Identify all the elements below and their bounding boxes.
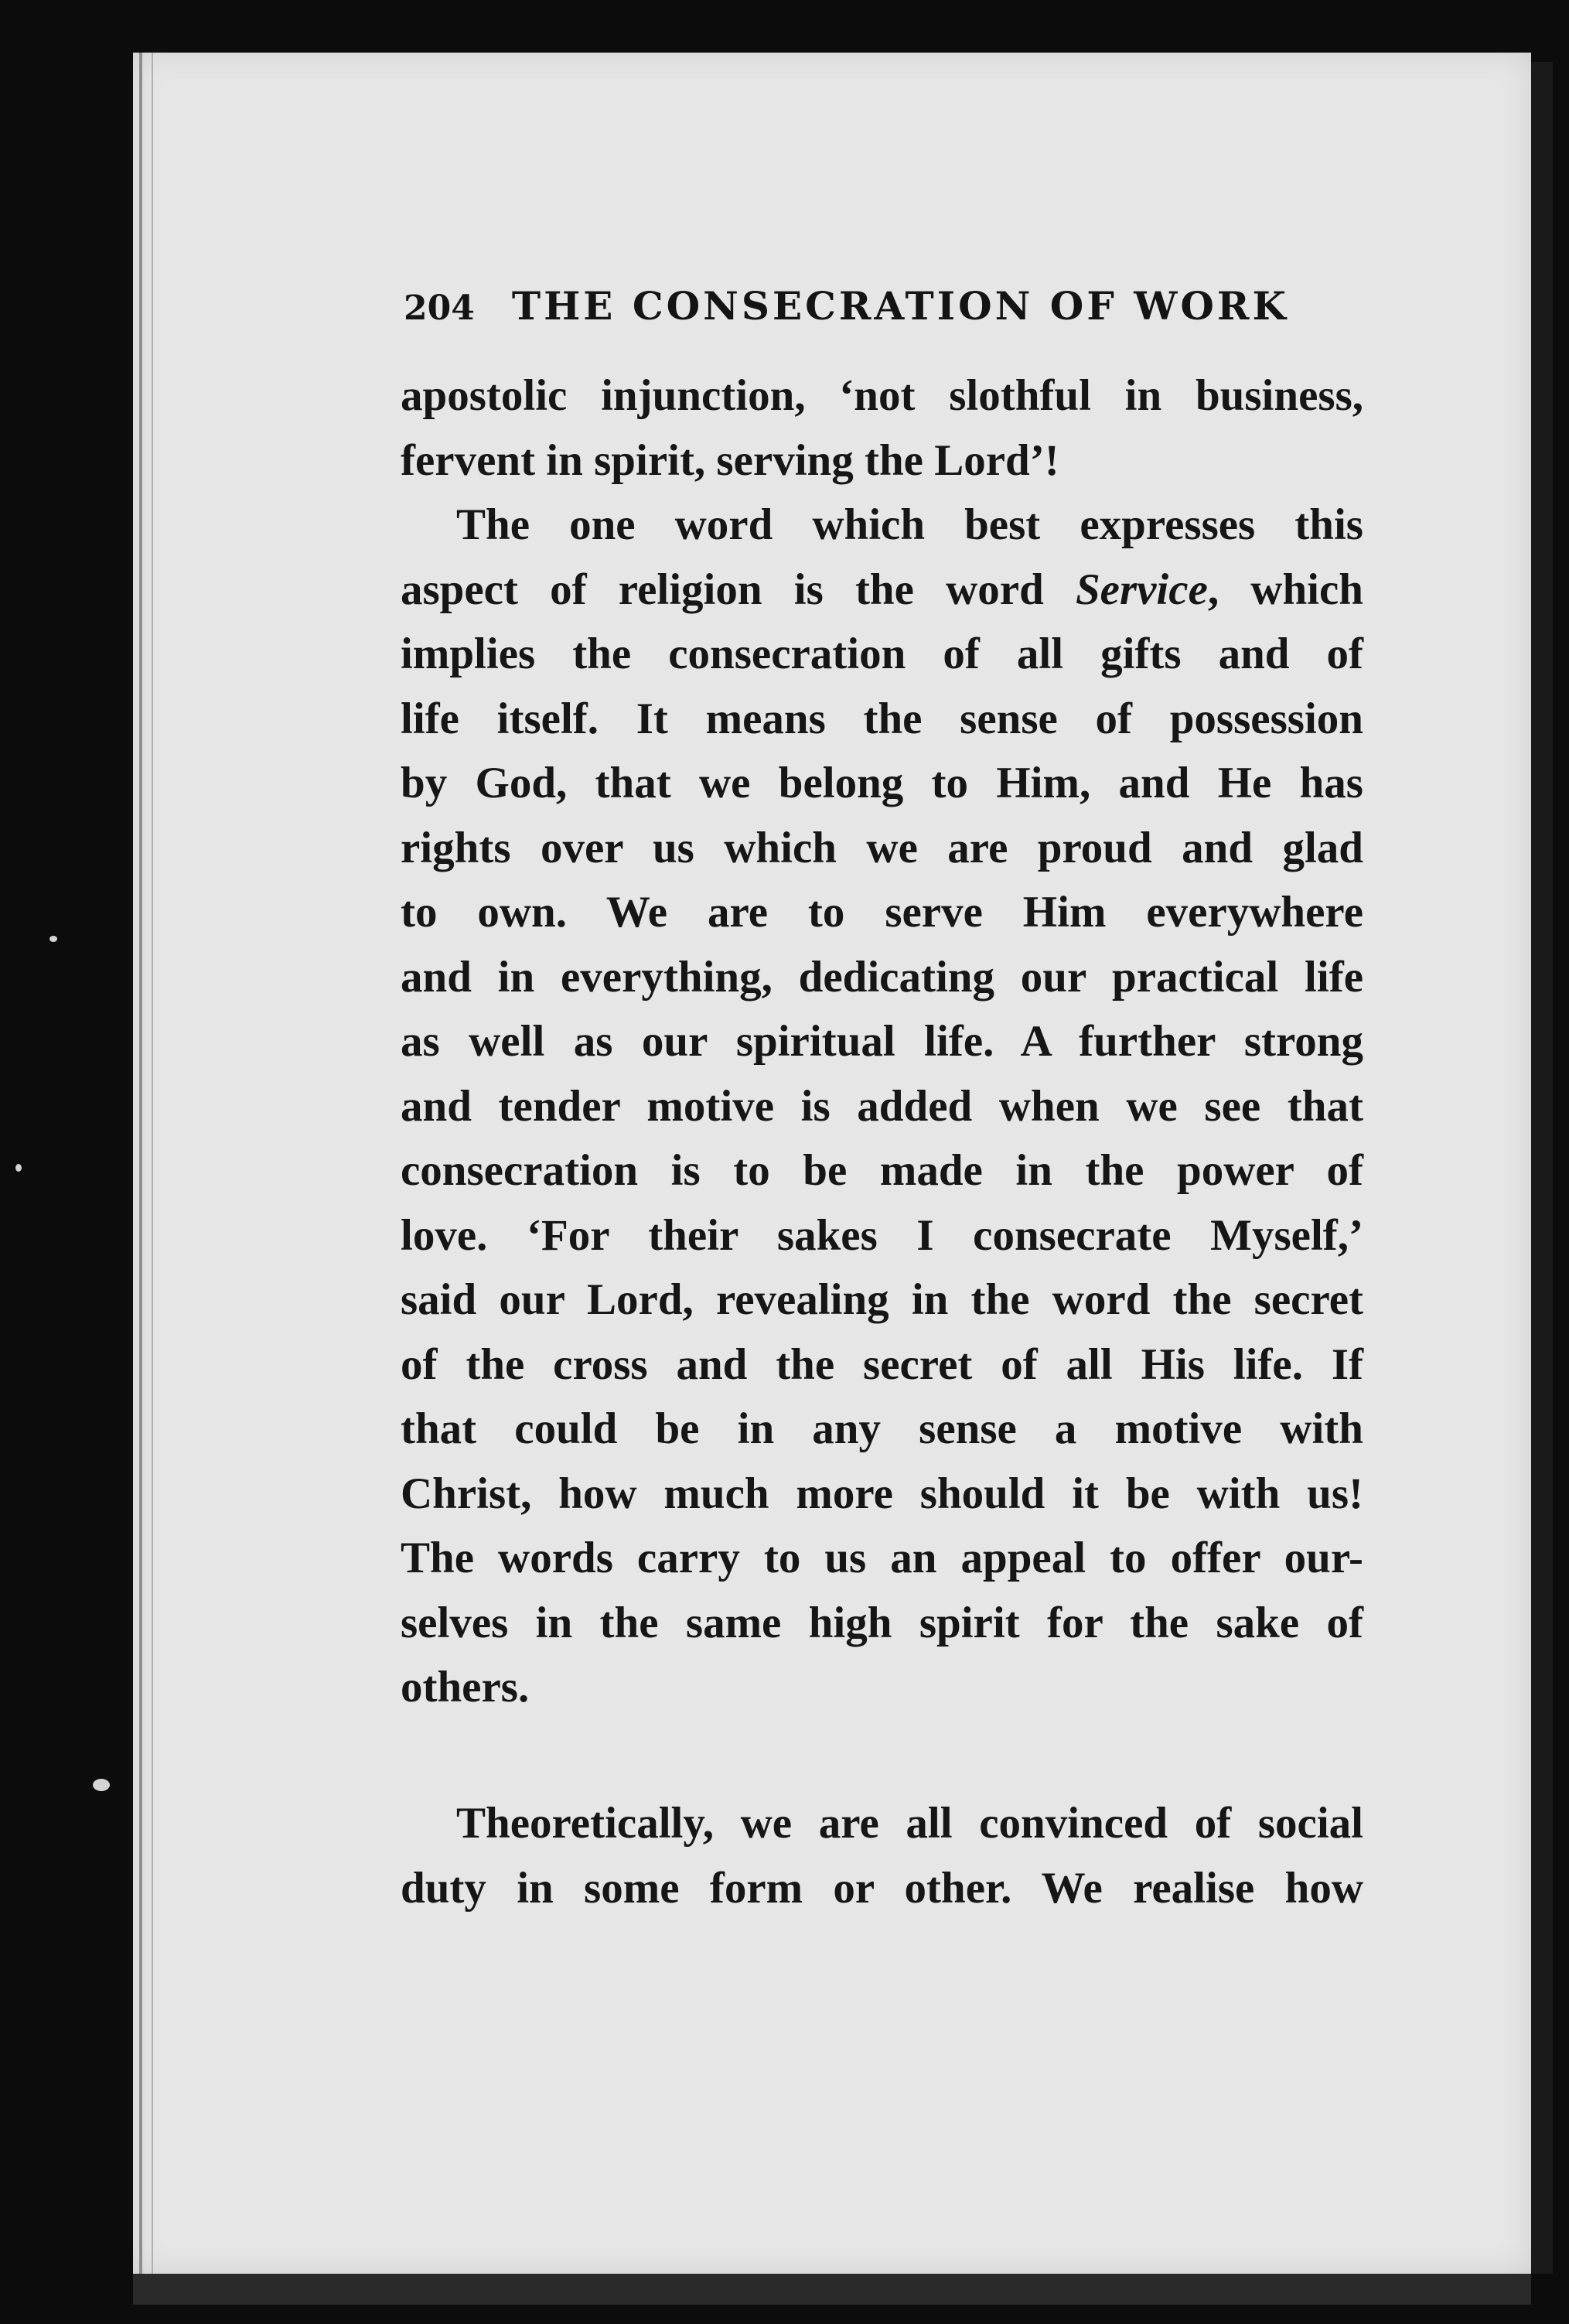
text-line: The one word which best expresses this: [456, 500, 1363, 549]
scan-speck: [93, 1779, 110, 1791]
text-line: The words carry to us an appeal to offer our-: [401, 1534, 1363, 1582]
text-fragment: , which: [1207, 565, 1364, 614]
text-line: rights over us which we are proud and glad: [401, 823, 1363, 872]
page-right-edge: [1531, 62, 1553, 2274]
body-text-continued: [401, 1791, 1363, 1920]
text-fragment: aspect of religion is the word: [401, 565, 1076, 614]
text-line: of the cross and the secret of all His life. If: [401, 1339, 1363, 1389]
running-head: THE CONSECRATION OF WORK: [511, 283, 1289, 329]
text-line: duty in some form or other. We realise how: [401, 1863, 1363, 1913]
text-line: apostolic injunction, ‘not slothful in business,: [401, 371, 1363, 420]
text-line: and in everything, dedicating our practical life: [401, 952, 1363, 1002]
text-line: by God, that we belong to Him, and He has: [401, 759, 1363, 807]
text-line: fervent in spirit, serving the Lord’!: [401, 435, 1059, 485]
page-header: [404, 283, 1363, 337]
text-line: and tender motive is added when we see that: [401, 1081, 1363, 1131]
body-text: [401, 363, 1363, 1720]
scan-speck: [15, 1164, 22, 1172]
page-number: 204: [404, 288, 475, 328]
scan-speck: [49, 936, 57, 942]
text-line: said our Lord, revealing in the word the secret: [401, 1275, 1363, 1324]
italic-word: Service: [1075, 565, 1208, 614]
text-line: Christ, how much more should it be with us!: [401, 1469, 1363, 1518]
text-line: implies the consecration of all gifts and of: [401, 630, 1363, 678]
text-line: Theoretically, we are all convinced of social: [456, 1799, 1363, 1848]
gutter-shadow-inner: [152, 53, 153, 2274]
text-line: [401, 558, 1363, 623]
text-line: life itself. It means the sense of possession: [401, 694, 1363, 743]
text-line: consecration is to be made in the power of: [401, 1146, 1363, 1195]
gutter-shadow: [139, 53, 142, 2274]
text-line: others.: [401, 1663, 530, 1711]
text-line: as well as our spiritual life. A further strong: [401, 1017, 1363, 1066]
text-line: love. ‘For their sakes I consecrate Myself,’: [401, 1210, 1363, 1260]
text-line: to own. We are to serve Him everywhere: [401, 888, 1363, 937]
text-line: that could be in any sense a motive with: [401, 1404, 1363, 1453]
page-bottom-edge: [133, 2274, 1531, 2305]
text-line: selves in the same high spirit for the sake of: [401, 1598, 1363, 1647]
